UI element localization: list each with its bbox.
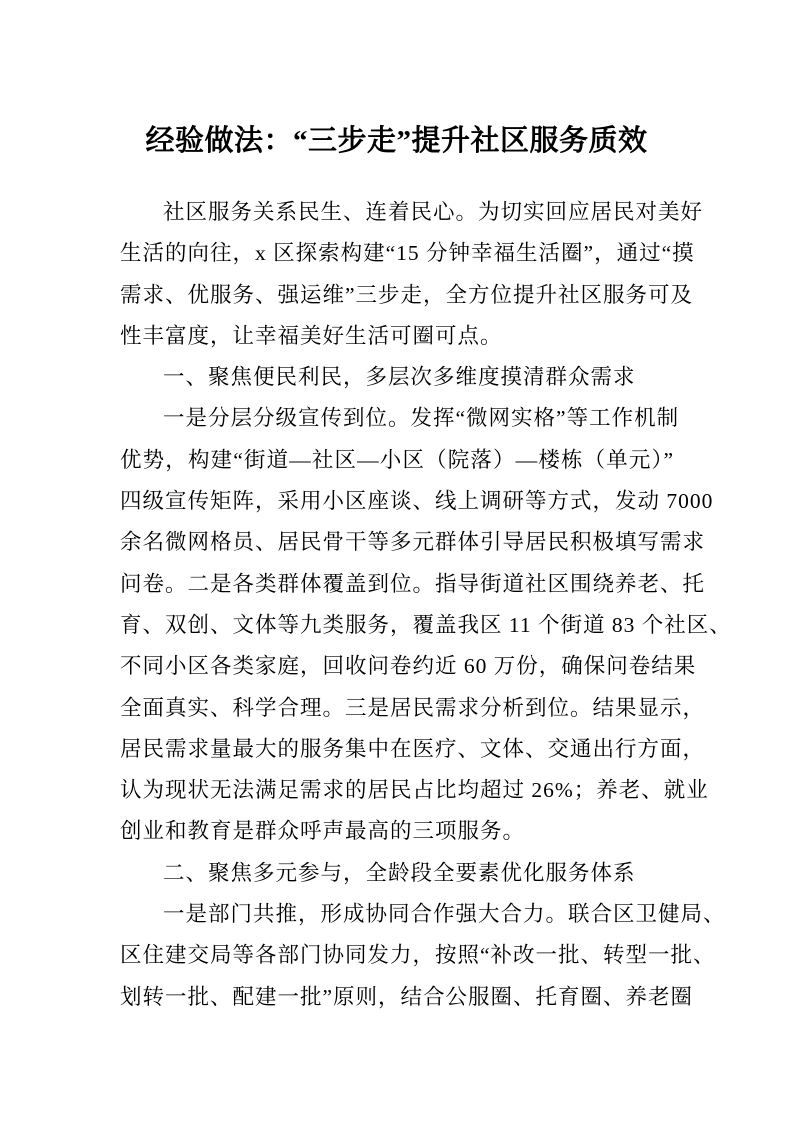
paragraph-line: 居民需求量最大的服务集中在医疗、文体、交通出行方面， (120, 736, 706, 761)
paragraph-line: 社区服务关系民生、连着民心。为切实回应居民对美好 (163, 200, 704, 224)
paragraph-line: 不同小区各类家庭，回收问卷约近 60 万份，确保问卷结果 (120, 654, 697, 679)
paragraph-line: 一是部门共推，形成协同合作强大合力。联合区卫健局、 (163, 902, 726, 927)
section-heading: 一、聚焦便民利民，多层次多维度摸清群众需求 (163, 365, 636, 390)
paragraph-line: 需求、优服务、强运维”三步走，全方位提升社区服务可及 (120, 282, 694, 307)
paragraph-line: 认为现状无法满足需求的居民占比均超过 26%；养老、就业 (120, 778, 709, 803)
paragraph-line: 性丰富度，让幸福美好生活可圈可点。 (120, 323, 503, 348)
paragraph-line: 全面真实、科学合理。三是居民需求分析到位。结果显示， (120, 695, 706, 720)
paragraph-line: 育、双创、文体等九类服务，覆盖我区 11 个街道 83 个社区、 (120, 612, 732, 637)
paragraph-line: 一是分层分级宣传到位。发挥“微网实格”等工作机制 (163, 406, 680, 431)
paragraph-line: 问卷。二是各类群体覆盖到位。指导街道社区围绕养老、托 (120, 571, 706, 596)
paragraph-line: 优势，构建“街道—社区—小区（院落）—楼栋（单元）” (120, 447, 674, 472)
document-title: 经验做法：“三步走”提升社区服务质效 (145, 125, 648, 157)
section-heading: 二、聚焦多元参与，全龄段全要素优化服务体系 (163, 860, 636, 885)
paragraph-line: 划转一批、配建一批”原则，结合公服圈、托育圈、养老圈 (120, 984, 694, 1009)
paragraph-line: 区住建交局等各部门协同发力，按照“补改一批、转型一批、 (120, 943, 716, 968)
paragraph-line: 四级宣传矩阵，采用小区座谈、线上调研等方式，发动 7000 (120, 489, 714, 514)
paragraph-line: 余名微网格员、居民骨干等多元群体引导居民积极填写需求 (120, 530, 706, 555)
document-body (120, 192, 732, 1018)
paragraph-line: 创业和教育是群众呼声最高的三项服务。 (120, 819, 526, 844)
paragraph-line: 生活的向往，x 区探索构建“15 分钟幸福生活圈”，通过“摸 (120, 241, 695, 266)
